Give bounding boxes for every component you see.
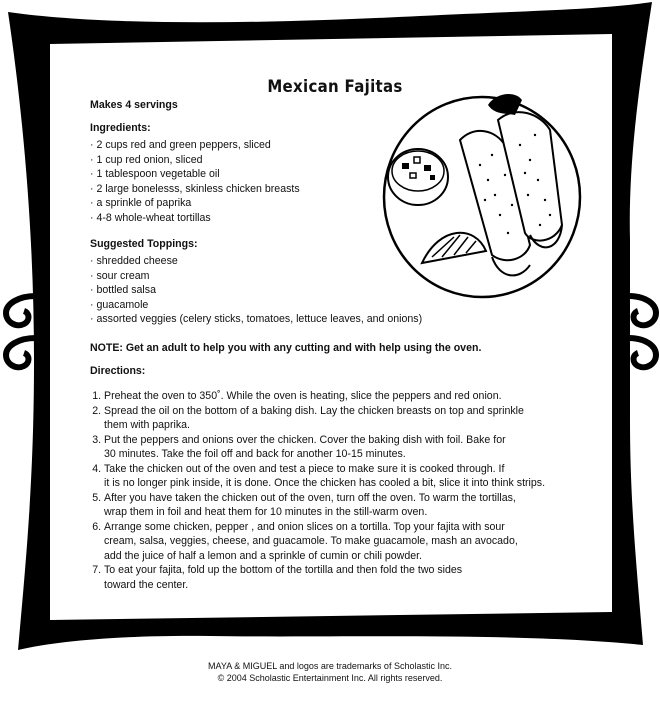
safety-note: NOTE: Get an adult to help you with any cutting and with help using the oven.: [90, 342, 482, 354]
direction-line: 6. Arrange some chicken, pepper , and onion slices on a tortilla. Top your fajita with sour: [104, 520, 505, 533]
direction-line: 4. Take the chicken out of the oven and test a piece to make sure it is cooked through. If: [104, 462, 505, 475]
footer-copyright: © 2004 Scholastic Entertainment Inc. All rights reserved.: [217, 673, 443, 683]
direction-line: 3. Put the peppers and onions over the chicken. Cover the baking dish with foil. Bake for: [104, 433, 506, 446]
direction-line: 7. To eat your fajita, fold up the bottom of the tortilla and then fold the two sides: [104, 564, 463, 576]
direction-line: cream, salsa, veggies, cheese, and guacamole. To make guacamole, mash an avocado,: [104, 535, 518, 547]
ingredient-item: · 2 cups red and green peppers, sliced: [90, 138, 300, 153]
direction-step: [104, 389, 545, 404]
topping-item: · guacamole: [90, 298, 422, 313]
ingredients-list: [90, 138, 300, 225]
ingredient-item: · 1 cup red onion, sliced: [90, 153, 300, 168]
direction-step: [104, 563, 545, 592]
toppings-list: [90, 254, 422, 327]
ingredient-item: · 4-8 whole-wheat tortillas: [90, 211, 300, 226]
direction-step: [104, 404, 545, 433]
direction-step: [104, 462, 545, 491]
footer-trademark: MAYA & MIGUEL and logos are trademarks of Scholastic Inc.: [208, 661, 452, 671]
topping-item: · sour cream: [90, 269, 422, 284]
topping-item: · shredded cheese: [90, 254, 422, 269]
directions-list: [90, 389, 545, 592]
topping-item: · assorted veggies (celery sticks, tomatoes, lettuce leaves, and onions): [90, 312, 422, 327]
salsa-bowl-icon: [388, 149, 448, 205]
ingredient-item: · a sprinkle of paprika: [90, 196, 300, 211]
direction-line: toward the center.: [104, 578, 189, 591]
direction-step: [104, 520, 545, 564]
direction-step: [104, 491, 545, 520]
direction-step: [104, 433, 545, 462]
ingredients-heading: Ingredients:: [90, 122, 151, 134]
ingredient-item: · 1 tablespoon vegetable oil: [90, 167, 300, 182]
direction-line: 2. Spread the oil on the bottom of a baking dish. Lay the chicken breasts on top and sprinkle: [104, 404, 524, 417]
servings-text: Makes 4 servings: [90, 99, 178, 111]
direction-line: 1. Preheat the oven to 350˚. While the oven is heating, slice the peppers and red onion.: [104, 390, 502, 402]
direction-line: 5. After you have taken the chicken out of the oven, turn off the oven. To warm the tortillas,: [104, 491, 516, 504]
directions-heading: Directions:: [90, 365, 146, 377]
ingredient-item: · 2 large bonelesss, skinless chicken breasts: [90, 182, 300, 197]
fajita-plate-icon: [380, 85, 585, 300]
topping-item: · bottled salsa: [90, 283, 422, 298]
toppings-heading: Suggested Toppings:: [90, 238, 198, 250]
direction-line: add the juice of half a lemon and a sprinkle of cumin or chili powder.: [104, 549, 422, 562]
direction-line: it is no longer pink inside, it is done. Once the chicken has cooled a bit, slice it into think strips.: [104, 477, 546, 489]
direction-line: wrap them in foil and heat them for 10 minutes in the still-warm oven.: [104, 506, 428, 518]
recipe-title: Mexican Fajitas: [267, 75, 403, 97]
direction-line: 30 minutes. Take the foil off and back for another 10-15 minutes.: [104, 448, 406, 460]
direction-line: them with paprika.: [104, 419, 190, 431]
